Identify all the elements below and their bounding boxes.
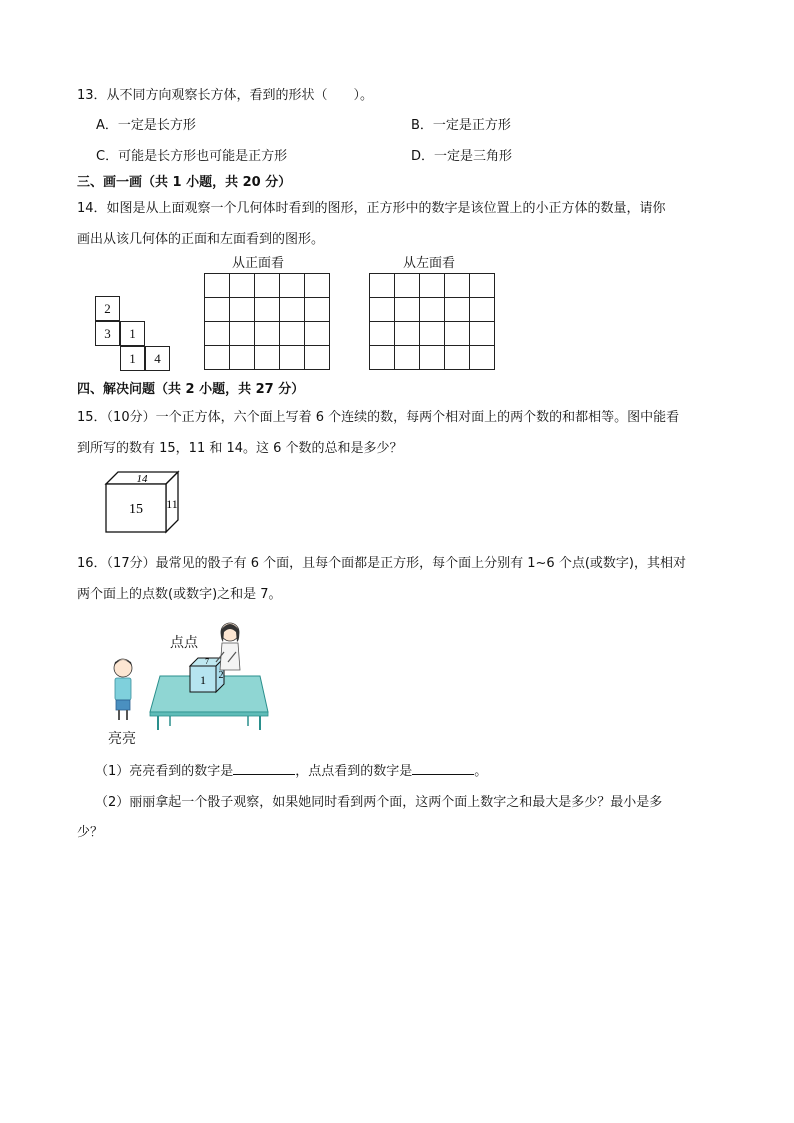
left-view-answer-grid[interactable] (369, 273, 495, 370)
top-view-cell: 4 (145, 346, 170, 371)
top-view-cell: 3 (95, 321, 120, 346)
answer-blank-liangliang[interactable] (233, 762, 295, 775)
q13-stem: 13．从不同方向观察长方体，看到的形状（ ）。 (77, 88, 374, 103)
boy-name-label: 亮亮 (108, 732, 136, 747)
die-right-number: 2 (218, 670, 224, 681)
section-4-title: 四、解决问题（共 2 小题，共 27 分） (77, 382, 305, 397)
q14-text-line2: 画出从该几何体的正面和左面看到的图形。 (77, 232, 325, 247)
left-view-label: 从左面看 (403, 255, 456, 270)
girl-name-label: 点点 (170, 636, 198, 651)
cube-top-number: 14 (136, 473, 148, 485)
q16-sub1 (95, 760, 487, 779)
q16-sub1-suffix: 。 (474, 764, 488, 779)
q13-option-a[interactable]: A．一定是长方形 (96, 118, 196, 133)
q16-text-line1: 16．（17分）最常见的骰子有 6 个面，且每个面都是正方形，每个面上分别有 1~6 个点(或数字)，其相对 (77, 556, 686, 571)
die-top-number: 7 (205, 657, 209, 666)
cube-front-number: 15 (129, 502, 143, 517)
q13-option-d[interactable]: D．一定是三角形 (411, 149, 513, 164)
top-view-cell: 1 (120, 346, 145, 371)
q14-text-line1: 14．如图是从上面观察一个几何体时看到的图形，正方形中的数字是该位置上的小正方体的数量，请你 (77, 201, 666, 216)
q16-sub2-line2: 少？ (77, 825, 104, 840)
cube-figure (104, 468, 184, 538)
top-view-cell: 2 (95, 296, 120, 321)
q16-sub1-middle: ，点点看到的数字是 (295, 764, 413, 779)
q15-text-line2: 到所写的数有 15，11 和 14。这 6 个数的总和是多少？ (77, 441, 403, 456)
die-front-number: 1 (200, 673, 206, 687)
q16-text-line2: 两个面上的点数(或数字)之和是 7。 (77, 587, 282, 602)
front-view-label: 从正面看 (232, 255, 285, 270)
q16-sub2-line1: （2）丽丽拿起一个骰子观察，如果她同时看到两个面，这两个面上数字之和最大是多少？最小是多 (95, 795, 663, 810)
section-3-title: 三、画一画（共 1 小题，共 20 分） (77, 175, 292, 190)
q13-option-b[interactable]: B．一定是正方形 (411, 118, 511, 133)
q13-option-c[interactable]: C．可能是长方形也可能是正方形 (96, 149, 288, 164)
answer-blank-diandian[interactable] (412, 762, 474, 775)
q15-text-line1: 15．（10分）一个正方体，六个面上写着 6 个连续的数，每两个相对面上的两个数的和都相等。图中能看 (77, 410, 680, 425)
cube-right-number: 11 (166, 497, 178, 511)
top-view-cell: 1 (120, 321, 145, 346)
front-view-answer-grid[interactable] (204, 273, 330, 370)
q16-sub1-prefix: （1）亮亮看到的数字是 (95, 764, 234, 779)
